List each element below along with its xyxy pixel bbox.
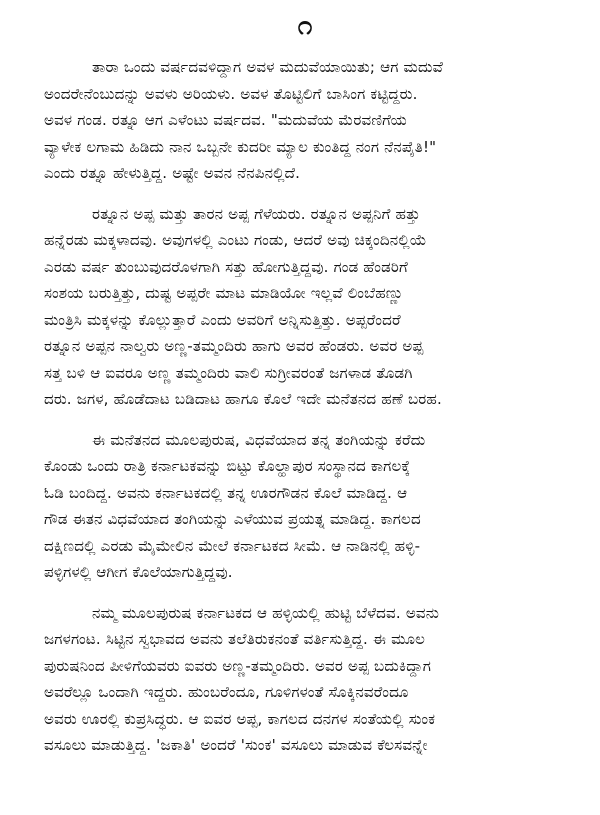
page-number: ೧ <box>297 11 313 41</box>
text-line: ರತ್ನೂನ ಅಪ್ಪ ಮತ್ತು ತಾರನ ಅಪ್ಪ ಗೆಳೆಯರು. ರತ್ನೂನ ಅಪ್ಪನಿಗೆ ಹತ್ತು <box>92 204 421 223</box>
text-line: ರತ್ನೂನ ಅಪ್ಪನ ನಾಲ್ವರು ಅಣ್ಣ-ತಮ್ಮಂದಿರು ಹಾಗು ಅವರ ಹೆಂಡರು. ಅವರ ಅಪ್ಪ <box>44 337 424 355</box>
text-line: ಜಗಳಗಂಟ. ಸಿಟ್ಟಿನ ಸ್ವಭಾವದ ಅವನು ತಲೆತಿರುಕನಂತೆ ವರ್ತಿಸುತ್ತಿದ್ದ. ಈ ಮೂಲ <box>44 630 426 648</box>
paragraph-1 <box>44 54 566 187</box>
text-line: ಪುರುಷನಿಂದ ಪೀಳಿಗೆಯವರು ಐವರು ಅಣ್ಣ-ತಮ್ಮಂದಿರು. ಅವರ ಅಪ್ಪ ಬದುಕಿದ್ದಾಗ <box>44 656 432 675</box>
text-line: ಎಂದು ರತ್ನೂ ಹೇಳುತ್ತಿದ್ದ. ಅಷ್ಟೇ ಅವನ ನೆನಪಿನಲ್ಲಿದೆ. <box>44 164 301 182</box>
text-line: ವಸೂಲು ಮಾಡುತ್ತಿದ್ದ. 'ಜಕಾತಿ' ಅಂದರೆ 'ಸುಂಕ' ವಸೂಲು ಮಾಡುವ ಕೆಲಸವನ್ನೇ <box>44 736 428 754</box>
text-line: ಮಂತ್ರಿಸಿ ಮಕ್ಕಳನ್ನು ಕೊಲ್ಲುತ್ತಾರೆ ಎಂದು ಅವರಿಗೆ ಅನ್ನಿಸುತ್ತಿತ್ತು. ಅಪ್ಪರೆಂದರೆ <box>44 310 401 329</box>
text-line: ಅಂದರೇನೆಂಬುದನ್ನು ಅವಳು ಅರಿಯಳು. ಅವಳ ತೊಟ್ಟಿಲಿಗೆ ಬಾಸಿಂಗ ಕಟ್ಟಿದ್ದರು. <box>44 84 418 103</box>
text-line: ಸತ್ತ ಬಳಿ ಆ ಐವರೂ ಅಣ್ಣ ತಮ್ಮಂದಿರು ವಾಲಿ ಸುಗ್ರೀವರಂತೆ ಜಗಳಾಡ ತೊಡಗಿ <box>44 363 413 382</box>
text-line: ಅವಳ ಗಂಡ. ರತ್ನೂ ಆಗ ಎಳೆಂಟು ವರ್ಷದವ. "ಮದುವೆಯ ಮೆರವಣಿಗೆಯ <box>44 111 407 129</box>
text-line: ದರು. ಜಗಳ, ಹೊಡೆದಾಟ ಬಡಿದಾಟ ಹಾಗೂ ಕೊಲೆ ಇದೇ ಮನೆತನದ ಹಣೆ ಬರಹ. <box>44 390 442 408</box>
text-line: ದಕ್ಷಿಣದಲ್ಲಿ ಎರಡು ಮೈಮೇಲಿನ ಮೇಲೆ ಕರ್ನಾಟಕದ ಸೀಮೆ. ಆ ನಾಡಿನಲ್ಲಿ ಹಳ್ಳಿ- <box>44 536 421 555</box>
text-line: ಕೊಂಡು ಒಂದು ರಾತ್ರಿ ಕರ್ನಾಟಕವನ್ನು ಬಿಟ್ಟು ಕೊಲ್ಹಾಪುರ ಸಂಸ್ಥಾನದ ಕಾಗಲಕ್ಕೆ <box>44 457 411 475</box>
text-line: ಓಡಿ ಬಂದಿದ್ದ. ಅವನು ಕರ್ನಾಟಕದಲ್ಲಿ ತನ್ನ ಊರಗೌಡನ ಕೊಲೆ ಮಾಡಿದ್ದ. ಆ <box>44 483 408 502</box>
paragraph-3 <box>44 427 566 586</box>
text-line: ನಮ್ಮ ಮೂಲಪುರುಷ ಕರ್ನಾಟಕದ ಆ ಹಳ್ಳಿಯಲ್ಲಿ ಹುಟ್ಟಿ ಬೆಳೆದವ. ಅವನು <box>92 603 440 622</box>
paragraph-4 <box>44 600 566 759</box>
text-line: ವ್ಯಾಳೇಕ ಲಗಾಮ ಹಿಡಿದು ನಾನ ಒಬ್ಬನೇ ಕುದರೀ ಮ್ಯಾಲ ಕುಂತಿದ್ದ ನಂಗ ನೆನಪೈತಿ!" <box>44 137 437 156</box>
text-line: ತಾರಾ ಒಂದು ವರ್ಷದವಳಿದ್ದಾಗ ಅವಳ ಮದುವೆಯಾಯಿತು; ಆಗ ಮದುವೆ <box>92 58 444 76</box>
text-line: ಸಂಶಯ ಬರುತ್ತಿತ್ತು, ದುಷ್ಟ ಅಪ್ಪರೇ ಮಾಟ ಮಾಡಿಯೋ ಇಲ್ಲವೆ ಲಿಂಬೆಹಣ್ಣು <box>44 284 404 302</box>
text-line: ಅವರೆಲ್ಲೂ ಒಂದಾಗಿ ಇದ್ದರು. ಹುಂಬರೆಂದೂ, ಗೂಳಿಗಳಂತೆ ಸೊಕ್ಕಿನವರೆಂದೂ <box>44 683 409 701</box>
text-line: ಅವರು ಊರಲ್ಲಿ ಕುಪ್ರಸಿದ್ಧರು. ಆ ಐವರ ಅಪ್ಪ, ಕಾಗಲದ ದನಗಳ ಸಂತೆಯಲ್ಲಿ ಸುಂಕ <box>44 709 436 728</box>
text-line: ಪಳ್ಳಿಗಳಲ್ಲಿ ಆಗೀಗ ಕೊಲೆಯಾಗುತ್ತಿದ್ದವು. <box>44 563 233 581</box>
text-line: ಈ ಮನೆತನದ ಮೂಲಪುರುಷ, ವಿಧವೆಯಾದ ತನ್ನ ತಂಗಿಯನ್ನು ಕರೆದು <box>92 430 426 449</box>
text-line: ಎರಡು ವರ್ಷ ತುಂಬುವುದರೊಳಗಾಗಿ ಸತ್ತು ಹೋಗುತ್ತಿದ್ದವು. ಗಂಡ ಹೆಂಡರಿಗೆ <box>44 257 408 276</box>
paragraph-2 <box>44 201 566 413</box>
text-line: ಹನ್ನೆರಡು ಮಕ್ಕಳಾದವು. ಅವುಗಳಲ್ಲಿ ಎಂಟು ಗಂಡು, ಆದರೆ ಅವು ಚಿಕ್ಕಂದಿನಲ್ಲಿಯೆ <box>44 231 427 249</box>
text-line: ಗೌಡ ಈತನ ವಿಧವೆಯಾದ ತಂಗಿಯನ್ನು ಎಳೆಯುವ ಪ್ರಯತ್ನ ಮಾಡಿದ್ದ. ಕಾಗಲದ <box>44 510 421 528</box>
